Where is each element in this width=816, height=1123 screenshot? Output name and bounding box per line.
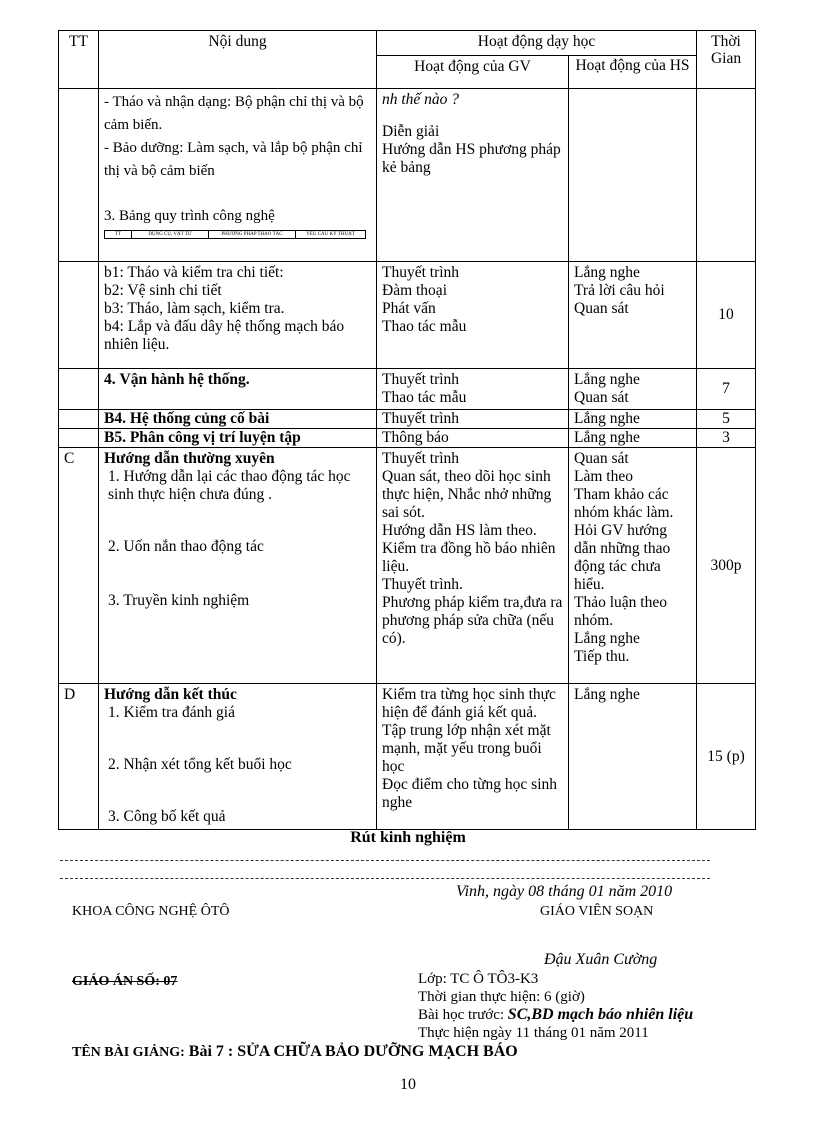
header-hs: Hoạt động của HS <box>569 56 697 89</box>
rowD-title: Hướng dẫn kết thúc <box>104 686 237 703</box>
row3-time: 7 <box>697 369 756 410</box>
row3-hs-2: Quan sát <box>574 389 629 406</box>
rowC-content <box>99 448 377 684</box>
row2-hs-3: Quan sát <box>574 300 629 317</box>
row2-steps <box>99 262 377 369</box>
rowC-hs-5: Thảo luận theo nhóm. <box>574 594 667 629</box>
rowD-content <box>99 684 377 830</box>
rowC-gv <box>377 448 569 684</box>
row2-gv <box>377 262 569 369</box>
row4-time: 5 <box>697 410 756 429</box>
rowD-hs: Lắng nghe <box>569 684 697 830</box>
row1-gv <box>377 89 569 262</box>
rowC-item-3: 3. Truyền kinh nghiệm <box>108 592 250 609</box>
rowC-gv-3: Hướng dẫn HS làm theo. <box>382 522 537 539</box>
rowC-gv-5: Thuyết trình. <box>382 576 463 593</box>
rowC-hs-4: Hỏi GV hướng dẫn những thao động tác chưa hiểu. <box>574 522 671 593</box>
lesson-name-label: TÊN BÀI GIẢNG: <box>72 1045 185 1060</box>
teacher-name: Đậu Xuân Cường <box>544 951 658 968</box>
row1-section-title: 3. Bảng quy trình công nghệ <box>104 208 275 224</box>
row3-gv <box>377 369 569 410</box>
rowC-tt: C <box>59 448 99 684</box>
row2-hs-2: Trả lời câu hỏi <box>574 282 665 299</box>
mini-header-requirements: YÊU CẦU KỸ THUẬT <box>296 231 366 239</box>
step-b1: b1: Tháo và kiểm tra chi tiết: <box>104 264 284 281</box>
lesson-plan-number: GIÁO ÁN SỐ: 07 <box>72 974 178 989</box>
dashed-line-2 <box>60 878 710 879</box>
row1-gv-3: Hướng dẫn HS phương pháp kẻ bảng <box>382 141 561 176</box>
row2-gv-3: Phát vấn <box>382 300 436 317</box>
exec-date-line: Thực hiện ngày 11 tháng 01 năm 2011 <box>418 1025 649 1041</box>
page-number: 10 <box>400 1076 416 1093</box>
row3-hs <box>569 369 697 410</box>
lesson-name-value: Bài 7 : SỬA CHỮA BẢO DƯỠNG MẠCH BÁO <box>188 1043 518 1060</box>
row1-gv-2: Diễn giải <box>382 123 440 140</box>
mini-header-tt: TT <box>105 231 132 239</box>
rowD-gv <box>377 684 569 830</box>
row5-content: B5. Phân công vị trí luyện tập <box>99 429 377 448</box>
rowC-hs-7: Tiếp thu. <box>574 648 630 665</box>
row3-content <box>99 369 377 410</box>
lesson-info <box>418 970 693 1042</box>
class-line: Lớp: TC Ô TÔ3-K3 <box>418 971 539 987</box>
row1-line-2: - Bảo dưỡng: Làm sạch, và lắp bộ phận chỉ thị và bộ cảm biến <box>104 140 363 179</box>
duration-line: Thời gian thực hiện: 6 (giờ) <box>418 989 585 1005</box>
row4-hs: Lắng nghe <box>569 410 697 429</box>
rowD-gv-3: Đọc điểm cho từng học sinh nghe <box>382 776 557 811</box>
row3-text: Vận hành hệ thống. <box>119 371 250 388</box>
row2-hs <box>569 262 697 369</box>
rowD-item-1: 1. Kiểm tra đánh giá <box>108 704 235 721</box>
rowC-time: 300p <box>697 448 756 684</box>
rowD-time: 15 (p) <box>697 684 756 830</box>
experience-title: Rút kinh nghiệm <box>350 829 466 846</box>
faculty-label: KHOA CÔNG NGHỆ ÔTÔ <box>72 904 230 919</box>
rowC-hs-6: Lắng nghe <box>574 630 640 647</box>
header-time: Thời Gian <box>697 31 756 89</box>
dashed-line-1 <box>60 860 710 861</box>
rowC-title: Hướng dẫn thường xuyên <box>104 450 275 467</box>
row2-hs-1: Lắng nghe <box>574 264 640 281</box>
row5-time: 3 <box>697 429 756 448</box>
lesson-table <box>58 30 756 830</box>
row4-content: B4. Hệ thống củng cố bài <box>99 410 377 429</box>
rowD-item-3: 3. Công bố kết quả <box>108 808 226 825</box>
row3-gv-2: Thao tác mẫu <box>382 389 467 406</box>
row3-gv-1: Thuyết trình <box>382 371 460 388</box>
teacher-role: GIÁO VIÊN SOẠN <box>540 904 654 919</box>
rowD-gv-2: Tập trung lớp nhận xét mặt mạnh, mặt yếu trong buổi học <box>382 722 551 775</box>
row1-line-1: - Tháo và nhận dạng: Bộ phận chỉ thị và bộ cảm biến. <box>104 94 364 133</box>
row1-gv-1: nh thế nào ? <box>382 91 460 108</box>
header-activities: Hoạt động dạy học <box>377 31 697 56</box>
row1-content <box>99 89 377 262</box>
mini-header-tools: DỤNG CỤ, VẬT TƯ <box>132 231 209 239</box>
step-b4: b4: Lắp và đấu dây hệ thống mạch báo nhiên liệu. <box>104 318 345 353</box>
rowC-gv-4: Kiểm tra đồng hồ báo nhiên liệu. <box>382 540 556 575</box>
rowD-gv-1: Kiểm tra từng học sinh thực hiện để đánh giá kết quả. <box>382 686 556 721</box>
prev-lesson-line: Bài học trước: SC,BD mạch báo nhiên liệu <box>418 1006 694 1023</box>
rowC-hs <box>569 448 697 684</box>
rowC-hs-1: Quan sát <box>574 450 629 467</box>
mini-header-method: PHƯƠNG PHÁP THAO TÁC <box>209 231 296 239</box>
row2-gv-2: Đàm thoại <box>382 282 447 299</box>
rowC-gv-1: Thuyết trình <box>382 450 460 467</box>
step-b2: b2: Vệ sinh chi tiết <box>104 282 222 299</box>
rowD-tt: D <box>59 684 99 830</box>
lesson-name <box>72 1043 518 1061</box>
header-tt: TT <box>59 31 99 89</box>
row3-num: 4. <box>104 371 116 388</box>
header-gv: Hoạt động của GV <box>377 56 569 89</box>
row2-gv-1: Thuyết trình <box>382 264 460 281</box>
rowC-hs-3: Tham khảo các nhóm khác làm. <box>574 486 674 521</box>
row2-gv-4: Thao tác mẫu <box>382 318 467 335</box>
row5-hs: Lắng nghe <box>569 429 697 448</box>
rowD-item-2: 2. Nhận xét tổng kết buổi học <box>108 756 292 773</box>
rowC-item-2: 2. Uốn nắn thao động tác <box>108 538 264 555</box>
row5-gv: Thông báo <box>377 429 569 448</box>
date-line: Vinh, ngày 08 tháng 01 năm 2010 <box>456 883 673 900</box>
rowC-gv-6: Phương pháp kiểm tra,đưa ra phương pháp sửa chữa (nếu có). <box>382 594 563 647</box>
row4-gv: Thuyết trình <box>377 410 569 429</box>
step-b3: b3: Tháo, làm sạch, kiểm tra. <box>104 300 285 317</box>
rowC-gv-2: Quan sát, theo dõi học sinh thực hiện, Nhắc nhở những sai sót. <box>382 468 552 521</box>
row2-time: 10 <box>697 262 756 369</box>
header-content: Nội dung <box>99 31 377 89</box>
process-mini-table <box>104 230 366 239</box>
rowC-hs-2: Làm theo <box>574 468 633 485</box>
row3-hs-1: Lắng nghe <box>574 371 640 388</box>
rowC-item-1: 1. Hướng dẫn lại các thao động tác học sinh thực hiện chưa đúng . <box>108 468 351 503</box>
